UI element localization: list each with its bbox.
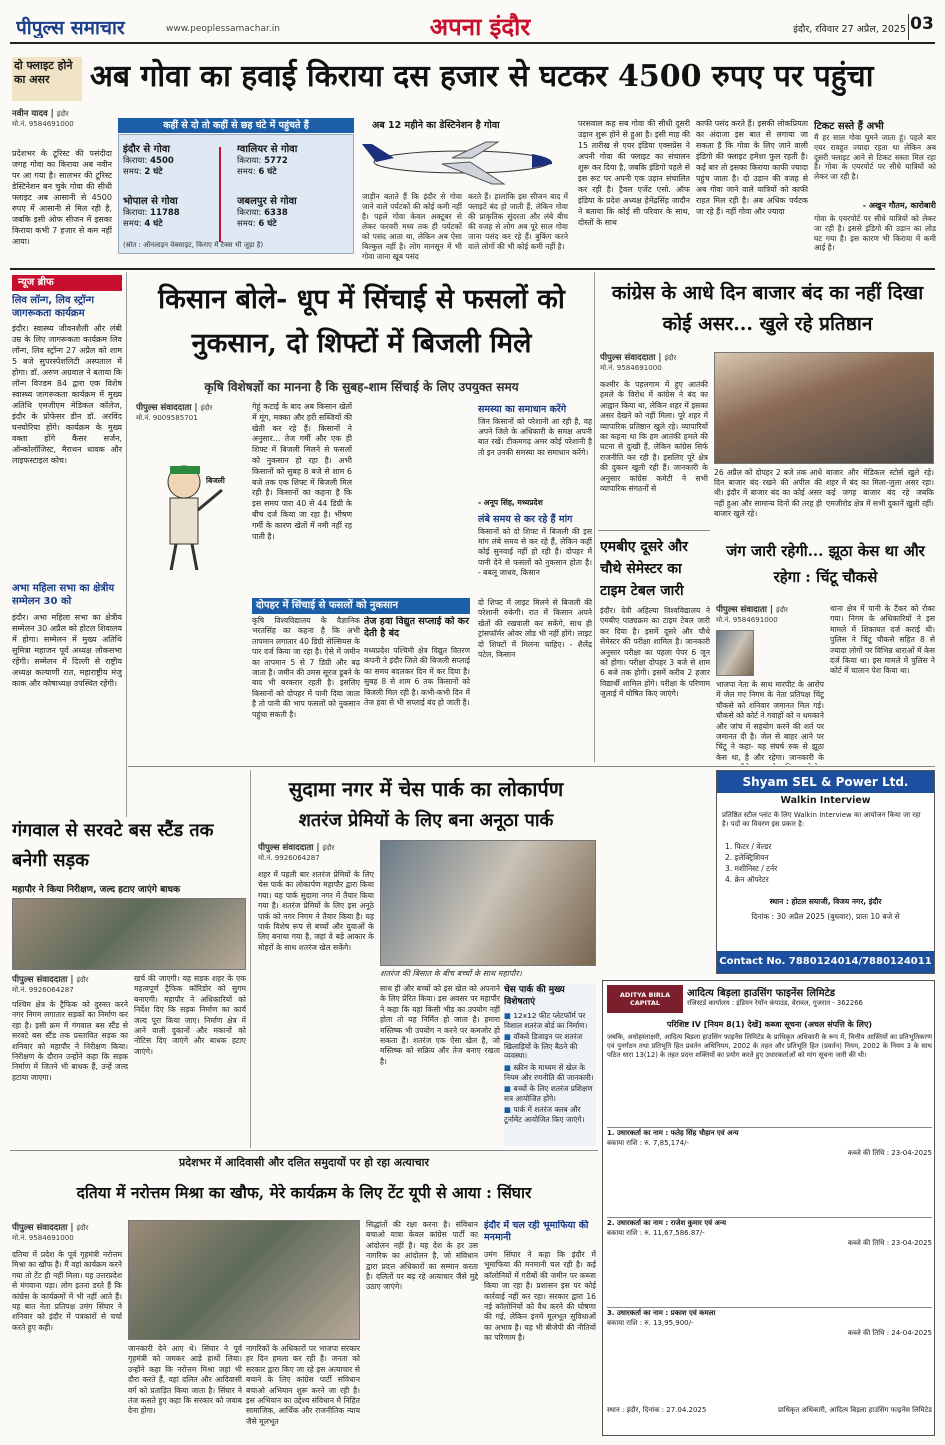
column-rule: [250, 770, 251, 1148]
cartoon-sign: बिजली: [206, 476, 225, 485]
farmers-sidebar-text: जिन किसानों को परेशानी आ रही है, वह अपने जिले के अधिकारी के समक्ष अपनी बात रखें। टीकमगढ़ अमर कोई परेशानी है तो इन उनकी समस्या का समाधान करेंगे।: [478, 417, 592, 457]
sudama-headline[interactable]: सुदामा नगर में चेस पार्क का लोकार्पण: [288, 777, 564, 801]
ad-aditya-sign: प्राधिकृत अधिकारी, आदित्य बिड़ला हाउसिंग फाइनेंस लिमिटेड: [777, 1406, 932, 1414]
ad-shyam-date: दिनांक : 30 अप्रैल 2025 (बुधवार), प्रातः 10 बजे से: [751, 912, 900, 921]
top-story-body-3: करते हैं। हालांकि इस सीजन बाद में फ्लाइटें बंद हो जाती हैं, लेकिन गोवा की प्राकृतिक सुंदरता और लंबे बीच की वजह से लोग अब पूरे साल गोवा जाना पसंद कर रहे हैं। बुकिंग करने वाले लोगों की भी कोई कमी नहीं है।: [468, 192, 568, 251]
reporter-city: इंदौर: [664, 353, 677, 362]
reporter-phone: मो.नं. 9584691000: [716, 615, 778, 624]
top-story-sidebar-quote: - अखुन गौतम, कारोबारी: [862, 201, 936, 210]
reporter-phone: मो.नं. 9926064287: [12, 985, 74, 994]
chess-feature-item: ■ बच्चों के लिए शतरंज प्रशिक्षण सत्र आयोजित होंगे।: [504, 1084, 596, 1103]
chess-park-caption: शतरंज की बिसात के बीच बच्चों के साथ महापौर।: [380, 969, 522, 978]
farmers-sidebar-title: समस्या का समाधान करेंगे: [478, 404, 567, 415]
route-time-label: समय:: [123, 167, 142, 177]
gangwal-body-2: खर्च की जाएगी। यह सड़क शहर के एक महत्वपूर्ण ट्रैफिक कॉरिडोर को सुगम बनाएगी। महापौर ने अधिकारियों को निर्देश दिए कि सड़क निर्माण का कार्य जल्द पूरा किया जाए। निर्माण क्षेत्र में आने वाली दुकानों और मकानों को नोटिस दिए जाएंगे और बाधक हटाए जाएंगे।: [134, 974, 246, 1056]
farmers-sidebar-2-title: लंबे समय से कर रहे हैं मांग: [478, 514, 573, 525]
section-divider: [10, 268, 935, 270]
ad-shyam-item: 1. फिटर / वेल्डर: [725, 842, 772, 851]
top-story-reporter: नवीन यादव | इंदौर मो.नं. 9584691000: [12, 109, 74, 128]
route-time-label: समय:: [123, 219, 142, 229]
ad-aditya-borrower: [607, 1217, 932, 1303]
congress-headline[interactable]: कांग्रेस के आधे दिन बाजार बंद का नहीं दिखा कोई असर... खुले रहे प्रतिष्ठान: [611, 282, 924, 335]
reporter-name: नवीन यादव: [12, 109, 48, 119]
gangwal-reporter: पीपुल्स संवाददाता | इंदौर मो.नं. 9926064287: [12, 975, 89, 994]
page-number: 03: [908, 14, 935, 40]
reporter-name: पीपुल्स संवाददाता: [12, 1223, 68, 1233]
top-story-body-1: प्रदेशभर के टूरिस्ट की पसंदीदा जगह गोवा का किराया अब नवीन पर आ गया है। सालभर की टूरिस्ट डेस्टिनेशन बन चुके गोवा की सीधी फ्लाइट अब आसानी से 4500 रुपए में आसानी से मिल रही है, जबकि इसी ओफ सीजन में इसका किराया कभी 7 हजार से कम नहीं आया।: [12, 149, 112, 246]
sudama-reporter: पीपुल्स संवाददाता | इंदौर मो.नं. 9926064287: [258, 843, 335, 862]
sudama-body: शहर में पहली बार शतरंज प्रेमियों के लिए चेस पार्क का लोकार्पण महापौर द्वारा किया गया। यह पार्क सुदामा नगर में तैयार किया गया है। शतरंज प्रेमियों के लिए इस अनूठे पार्क को नगर निगम ने तैयार किया है। यह पार्क विशेष रूप से बच्चों और युवाओं के लिए बनाया गया है, जहां वे बड़े आकार के मोहरों के साथ शतरंज खेल सकेंगे।: [258, 870, 374, 952]
farmers-body-3: मध्यप्रदेश पश्चिमी क्षेत्र विद्युत वितरण कंपनी ने इंदौर जिले की बिजली सप्लाई का समय बदलकर दिन में कर दिया है। सुबह 8 से शाम 6 तक किसानों को बिजली मिल रही है। कभी-कभी दिन में तेज हवा से भी सप्लाई बंद हो जाती है।: [364, 646, 470, 708]
farmers-sidebar-2-text: किसानों को दो शिफ्ट में बिजली की इस मांग लंबे समय से कर रहे हैं, लेकिन कहीं कोई सुनवाई नहीं हो रही है। दोपहर में पानी देने से फसलों को नुकसान होता है। - बबलू जाधव, किसान: [478, 527, 592, 577]
top-story-body-4: परसवाल कह सब गोवा की सीधी दूसरी उड़ान शुरू होने से हुआ है। इसी माह की 15 तारीख से एयर इंडिया एक्सप्रेस ने अपनी गोवा की फ्लाइट का संचालन शुरू कर दिया है, जबकि इंडिगो पहले से इस रूट पर अपनी एक उड़ान संचालित कर रही है। ट्रैवल एजेंट एसो. ऑफ इंडिया के प्रदेश अध्यक्ष हेमेंद्रसिंह जादौन ने बताया कि कोई सी परिवार के साथ, दोस्तों के साथ: [578, 119, 690, 227]
route-fare-label: किराया:: [123, 156, 148, 166]
ad-shyam-item: 3. मशीनिस्ट / टर्नर: [725, 864, 778, 873]
route-fare-label: किराया:: [123, 208, 148, 218]
news-brief-item-2-text: इंदौर। अभा महिला सभा का क्षेत्रीय सम्मेलन 30 अप्रैल को होटल शिवालय में होगा। सम्मेलन में मुख्य अतिथि सुमित्रा महाजन पूर्व अध्यक्ष लोकसभा रहेंगी। सम्मेलन में दिल्ली से राष्ट्रीय अध्यक्ष कल्याणी रात, महाराष्ट्रीय मंजु काक और कोषाध्यक्ष उपस्थित रहेंगी।: [12, 613, 122, 688]
ad-aditya-title: आदित्य बिड़ला हाउसिंग फाइनेंस लिमिटेड: [687, 988, 835, 999]
market-photo: [714, 352, 934, 464]
route-fare: 6338: [264, 208, 288, 218]
congress-reporter: पीपुल्स संवाददाता | इंदौर मो.नं. 9584691000: [600, 353, 677, 372]
top-story-headline[interactable]: अब गोवा का हवाई किराया दस हजार से घटकर 4500 रुपए पर पहुंचा: [90, 59, 874, 94]
route-time: 6 घंटे: [258, 167, 277, 177]
borrower-name: 2. उधारकर्ता का नाम : राजेश कुमार एवं अन्य: [607, 1219, 726, 1227]
ad-shyam-text: प्रतिष्ठित स्टील प्लांट के लिए Walkin Interview का आयोजन किया जा रहा है। पदों का विवरण इस प्रकार है:: [722, 811, 921, 828]
section-divider: [10, 1150, 598, 1151]
ad-aditya-place-date: स्थान : इंदौर, दिनांक : 27.04.2025: [607, 1406, 707, 1414]
reporter-name: पीपुल्स संवाददाता: [12, 975, 68, 985]
news-brief-item-2-title[interactable]: अभा महिला सभा का क्षेत्रीय सम्मेलन 30 को: [12, 583, 115, 607]
news-brief-item-1-text: इंदौर। स्वास्थ्य जीवनशैली और लंबी उम्र के लिए जागरूकता कार्यक्रम लिव लॉन्ग, लिव स्ट्रॉन्ग 27 अप्रैल को शाम 5 बजे सुपरस्पेशलिटी अस्पताल में होगा। डॉ. अरुण अग्रवाल ने बताया कि लॉन्ग विज्डम 84 द्वारा एक विशेष स्वास्थ्य जागरूकता कार्यक्रम में मुख्य अतिथि एमजीएम मेडिकल कॉलेज, इंदौर के प्रोफेसर डीन डॉ. अरविंद घनघोरिया होंगे। कार्यक्रम के मुख्य वक्ता होंगे कैंसर सर्जन, ऑन्कोलॉजिस्ट, मैराथन धावक और लाइफस्टाइल कोच।: [12, 324, 122, 465]
chess-park-photo: [380, 840, 596, 966]
section-title: अपना इंदौर: [429, 12, 531, 40]
news-brief-label: न्यूज ब्रीफ: [12, 275, 122, 291]
route-table-title: कहीं से दो तो कहीं से छह घंटे में पहुंचते हैं: [118, 118, 354, 133]
reporter-phone: मो.नं. 9584691000: [600, 363, 662, 372]
chess-feature-item: ■ वॉकवे डिजाइन पर शतरंज खिलाड़ियों के लिए बैठने की व्यवस्था।: [504, 1032, 596, 1061]
reporter-phone: मो.नं. 9584691000: [12, 1233, 74, 1242]
ad-aditya-borrower: [607, 1127, 932, 1213]
ad-aditya[interactable]: [602, 980, 935, 1436]
route-map-line: [219, 147, 221, 242]
route-time: 6 घंटे: [258, 219, 277, 229]
chess-features-title: चेस पार्क की मुख्य विशेषताएं: [504, 985, 565, 1007]
route-name: ग्वालियर से गोवा: [237, 144, 298, 155]
chintu-reporter: पीपुल्स संवादाता | इंदौर मो.नं. 9584691000: [716, 605, 788, 624]
top-story-sidebar-text: मैं हर साल गोवा घूमने जाता हूं। पहले बार एयर रावहुत ज्यादा रहता था लेकिन अब दूसरी फ्लाइट आने से टिकट सस्ता मिल रहा है। गोवा के एयरपोर्ट पर सीधे यात्रियों को लेकर जा रही है।: [814, 133, 936, 182]
route-cell: [237, 141, 351, 187]
gangwal-photo: [12, 898, 246, 970]
farmers-subhead: कृषि विशेषज्ञों का मानना है कि सुबह-शाम सिंचाई के लिए उपयुक्त समय: [204, 380, 519, 394]
farmers-sidebar-quote: - अनूप सिंह, मध्यप्रदेश: [478, 498, 543, 507]
route-cell: [123, 141, 219, 187]
chintu-headline[interactable]: जंग जारी रहेगी... झूठा केस था और रहेगा : चिंटू चौकसे: [726, 542, 925, 586]
route-name: भोपाल से गोवा: [123, 196, 178, 207]
column-rule: [126, 272, 127, 817]
route-name: इंदौर से गोवा: [123, 144, 170, 155]
top-story-kicker: दो फ्लाइट होने का असर: [12, 57, 82, 101]
top-story-sidebar-title: टिकट सस्ते हैं अभी: [814, 121, 884, 132]
route-fare: 4500: [150, 156, 174, 166]
gangwal-body: पश्चिम क्षेत्र के ट्रैफिक को दुरुस्त करने नगर निगम लगातार सड़कों का निर्माण कर रहा है। इसी क्रम में गंगवाल बस स्टैंड से सरवटे बस स्टैंड तक प्रस्तावित सड़क का शनिवार को महापौर ने निरीक्षण किया। निरीक्षण के दौरान उन्होंने कहा कि सड़क निर्माण में जितने भी बाधक हैं, उन्हें जल्द हटाया जाएगा।: [12, 1000, 128, 1082]
section-divider: [128, 766, 935, 767]
route-cell: [123, 193, 219, 239]
chess-features-box: [504, 984, 596, 1146]
chintu-photo: [716, 630, 754, 676]
farmers-body-4: दो शिफ्ट में लाइट मिलने से बिजली की परेशानी रुकेगी। रात में किसान अपने खेतों की रखवाली कर सकेंगे, साथ ही ट्रांसफॉर्मर ओवर लोड भी नहीं होंगे। लाइट दो शिफ्टों में मिलना चाहिए। - शैलेंद्र पटेल, किसान: [478, 598, 592, 660]
farmers-headline[interactable]: किसान बोले- धूप में सिंचाई से फसलों को नुकसान, दो शिफ्टों में बिजली मिले: [158, 284, 565, 359]
datia-body: दतिया में प्रदेश के पूर्व गृहमंत्री नरोत्तम मिश्रा का खौफ है। मैं वहां कार्यक्रम करने गया तो टेंट ही नहीं मिला। यह उत्तरप्रदेश से मंगवाना पड़ा। लोग इतना डरते हैं कि कांग्रेस के कार्यक्रमों में भी नहीं आते हैं। यह बात नेता प्रतिपक्ष उमंग सिंघार ने शनिवार को इंदौर में पत्रकारों से चर्चा करते हुए कही।: [12, 1250, 122, 1332]
ad-shyam-contact[interactable]: Contact No. 7880124014/7880124011: [717, 951, 934, 973]
datia-headline[interactable]: दतिया में नरोत्तम मिश्रा का खौफ, मेरे कार्यक्रम के लिए टेंट यूपी से आया : सिंघार: [76, 1183, 532, 1202]
chess-feature-item: ■ स्क्रीन के माध्यम से खेल के नियम और रणनीति की जानकारी।: [504, 1063, 596, 1082]
farmers-sub-headline-2: तेज हवा विद्युत सप्लाई को कर देती है बंद: [364, 616, 469, 639]
cartoon-illustration: [136, 430, 246, 570]
reporter-phone: मो.नं. 9009585701: [136, 413, 198, 422]
dateline: इंदौर, रविवार 27 अप्रैल, 2025: [793, 24, 906, 35]
borrower-date: कब्जे की तिथि : 23-04-2025: [847, 1149, 932, 1157]
ad-shyam-item: 2. इलेक्ट्रिशियन: [725, 853, 769, 862]
ad-shyam-subtitle: Walkin Interview: [780, 795, 871, 806]
masthead: [10, 8, 935, 44]
route-fare-label: किराया:: [237, 208, 262, 218]
column-rule: [594, 272, 595, 762]
plane-illustration: [362, 132, 562, 188]
ad-aditya-logo: ADITYA BIRLA CAPITAL: [607, 985, 683, 1013]
mba-body: इंदौर। देवी अहिल्या विश्वविद्यालय ने एमबीए पाठ्यक्रम का टाइम टेबल जारी कर दिया है। इसमें दूसरे और चौथे सेमेस्टर की परीक्षा शामिल है। जानकारी अनुसार परीक्षा का पहला पेपर 6 जून को होगा। परीक्षा दोपहर 3 बजे से शाम 6 बजे तक होगी। इसमें करीब 2 हजार विद्यार्थी शामिल होंगे। परीक्षा के परिणाम जुलाई में घोषित किए जाएंगे।: [600, 606, 710, 699]
route-fare-label: किराया:: [237, 156, 262, 166]
ad-shyam-items: [725, 841, 929, 893]
reporter-phone: मो.नं. 9584691000: [12, 119, 74, 128]
ad-aditya-notice-text: जबकि, अधोहस्ताक्षरी, आदित्य बिड़ला हाउसिंग फाइनेंस लिमिटेड के प्राधिकृत अधिकारी के रूप में, वित्तीय आस्तियों का प्रतिभूतिकरण एवं पुनर्गठन तथा प्रतिभूति हित प्रवर्तन अधिनियम, 2002 के तहत और प्रतिभूति हित (प्रवर्तन) नियम, 2002 के नियम 3 के साथ पठित धारा 13(12) के तहत प्रदत्त शक्तियों का प्रयोग करते हुए उधारकर्ताओं को मांग सूचना जारी की थी।: [607, 1033, 932, 1059]
reporter-name: पीपुल्स संवादाता: [716, 605, 767, 615]
website-url[interactable]: www.peoplessamachar.in: [166, 24, 280, 34]
reporter-name: पीपुल्स संवाददाता: [136, 403, 192, 413]
gangwal-subhead: महापौर ने किया निरीक्षण, जल्द हटाए जाएंगे बाधक: [12, 885, 180, 895]
reporter-name: पीपुल्स संवाददाता: [600, 353, 656, 363]
reporter-city: इंदौर: [322, 843, 335, 852]
reporter-city: इंदौर: [56, 109, 69, 118]
farmers-reporter: पीपुल्स संवाददाता | इंदौर मो.नं. 9009585701: [136, 403, 213, 422]
datia-side-text: उमंग सिंघार ने कहा कि इंदौर में भूमाफिया की मनमानी चल रही है। कई कॉलोनियों में गरीबों की जमीन पर कब्जा किया जा रहा है। प्रशासन इस पर कोई कार्रवाई नहीं कर रहा। सरकार द्वारा 16 नई कॉलोनियों को वैध करने की घोषणा की गई, लेकिन इनमें मूलभूत सुविधाओं का अभाव है। यह भी बीजेपी की नीतियों का परिणाम है।: [484, 1250, 596, 1343]
airplane-icon: [362, 132, 562, 188]
route-time: 2 घंटे: [144, 167, 163, 177]
borrower-name: 3. उधारकर्ता का नाम : प्रकाश एवं कमला: [607, 1309, 716, 1317]
section-divider: [598, 530, 710, 531]
datia-body-4: सिद्धांतों की रक्षा करना है। संविधान बचाओ यात्रा केवल कांग्रेस पार्टी का आंदोलन नहीं है। यह देश के हर उस नागरिक का आंदोलन है, जो संविधान द्वारा प्रदत्त अधिकारों का सम्मान करता है। दलितों पर बढ़ रहे अत्याचार जैसे मुद्दे उठाए जाएंगे।: [366, 1220, 478, 1292]
news-brief-item-1-title[interactable]: लिव लॉन्ग, लिव स्ट्रॉन्ग जागरूकता कार्यक्रम: [12, 295, 95, 319]
top-story-body-2: जाड़ीन बताते हैं कि इंदौर से गोवा जाने वाले पर्यटकों की कोई कमी नहीं है। पहले गोवा केवल अक्टूबर से लेकर फरवरी मध्य तक ही पर्यटकों को पसंद आता था, लेकिन अब ऐसा बिल्कुल नहीं है। लोग मानसून में भी गोवा जाना खूब पसंद: [362, 192, 462, 261]
datia-kicker: प्रदेशभर में आदिवासी और दलित समुदायों पर हो रहा अत्याचार: [179, 1156, 429, 1169]
chess-feature-item: ■ 12x12 फीट प्लेटफॉर्म पर विशाल शतरंज बोर्ड का निर्माण।: [504, 1011, 596, 1030]
sudama-body-2: साथ ही और बच्चों को इस खेल को अपनाने के लिए प्रेरित किया। इस अवसर पर महापौर ने कहा कि यहां किसी भीड़ का उपयोग नहीं होता तो यह निर्मित हो जाता है। हमारा मस्तिष्क भी उपयोग न करने पर कमजोर हो सकता है। शतरंज एक ऐसा खेल है, जो मस्तिष्क को सक्रिय और तेज बनाए रखता है।: [380, 984, 500, 1066]
cartoon: [136, 430, 246, 570]
ad-shyam[interactable]: [716, 770, 935, 974]
ad-shyam-title: Shyam SEL & Power Ltd.: [717, 771, 934, 793]
reporter-name: पीपुल्स संवाददाता: [258, 843, 314, 853]
farmers-body-2: कृषि विश्वविद्यालय के वैज्ञानिक भरतसिंह का कहना है कि अभी तापमान लगातार 40 डिग्री सेल्सियस के पार दर्ज किया जा रहा है। ऐसे में जमीन का तापमान 5 से 7 डिग्री और बढ़ जाता है। जमीन की उमस सूरज डूबने के बाद भी बरकरार रहती है। इसलिए किसानों को दोपहर में पानी दिया जाता है तो पानी की भाप फसलों को नुकसान पहुंचा सकती है।: [252, 616, 360, 719]
borrower-amount: बकाया राशि : रु. 7,85,174/-: [607, 1139, 690, 1147]
route-fare: 5772: [264, 156, 288, 166]
chintu-body: भाजपा नेता के साथ मारपीट के आरोप में जेल गए निगम के नेता प्रतिपक्ष चिंटू चौकसे को शनिवार जमानत मिल गई। चौकसे को कोर्ट ने गवाहों को न धमकाने और जांच में सहयोग करने की शर्त पर जमानत दी है। जेल से बाहर आने पर चिंटू ने कहा- यह संघर्ष रुक से झूठा केस था, है और रहेगा। जानकारी के: [716, 680, 824, 762]
farmers-sub-headline: दोपहर में सिंचाई से फसलों को नुकसान: [252, 598, 470, 614]
route-table: [118, 134, 354, 254]
farmers-body-1: गेहूं कटाई के बाद अब किसान खेतों में मूंग, मक्का और हरी सब्जियों की खेती कर रहे हैं। किसानों ने अनुसार... तेज गर्मी और एक ही शिफ्ट में बिजली मिलने से फसलों को नुकसान हो रहा है। अभी किसानों को सुबह 8 बजे से शाम 6 बजे तक एक शिफ्ट में बिजली मिल रही है। किसानों का कहना है कि इस समय पारा 40 से 44 डिग्री के बीच दर्ज किया जा रहा है। भीषण गर्मी के कारण खेतों में नमी नहीं रह पाती है।: [252, 402, 352, 541]
datia-reporter: पीपुल्स संवाददाता | इंदौर मो.नं. 9584691000: [12, 1223, 89, 1242]
borrower-date: कब्जे की तिथि : 23-04-2025: [847, 1239, 932, 1247]
top-story-body-5: काफी पसंद करते हैं। इसकी लोकप्रियता का अंदाजा इस बात से लगाया जा सकता है कि गोवा के लिए जाने वाली इंडिगो की फ्लाइट हमेशा फुल रहती है। कई बार तो इसका किराया काफी ज्यादा पहुंच जाता है। दो उड़ान की वजह से अब गोवा जाने वाले यात्रियों को काफी राहत मिल रही है। अब अधिक पर्यटक जा रहे हैं। नहीं गोवा और ज्यादा: [696, 119, 808, 216]
reporter-city: इंदौर: [76, 1223, 89, 1232]
top-story-sidebar-text-2: गोवा के एयरपोर्ट पर सीधे यात्रियों को लेकर जा रही है। इससे इंडिगो की उड़ान का लोड घट गया है। इस कारण भी किराया में कमी आई है।: [814, 214, 936, 253]
borrower-amount: बकाया राशि : रु. 11,67,586.87/-: [607, 1229, 705, 1237]
borrower-date: कब्जे की तिथि : 24-04-2025: [847, 1329, 932, 1337]
ad-aditya-notice-title: परिशिष्ट IV [नियम 8(1) देखें] कब्जा सूचना (अचल संपत्ति के लिए): [666, 1020, 873, 1029]
press-conference-photo: [128, 1220, 360, 1340]
logo[interactable]: पीपुल्स समाचार: [16, 17, 125, 38]
datia-side-title: इंदौर में चल रही भूमाफिया की मनमानी: [484, 1220, 589, 1243]
route-table-source: (स्रोत : ऑनलाइन वेबसाइट, किराए में टैक्स भी जुड़ा है): [123, 241, 264, 249]
ad-aditya-borrower: [607, 1307, 932, 1393]
congress-body-2: बाजार और मेडिकल स्टोर्स खुले रहे। शहर में बंद का मिला-जुला असर रहा। कई जगह बाजार बंद रहे जबकि एमजीरोड क्षेत्र में सभी दुकानें खुली रहीं।: [826, 468, 934, 508]
route-time-label: समय:: [237, 219, 256, 229]
gangwal-headline[interactable]: गंगवाल से सरवटे बस स्टैंड तक बनेगी सड़क: [12, 820, 214, 871]
reporter-city: इंदौर: [76, 975, 89, 984]
ad-shyam-venue: स्थान : होटल सयाजी, विजय नगर, इंदौर: [769, 897, 882, 906]
ad-shyam-item: 4. क्रेन ऑपरेटर: [725, 875, 769, 884]
borrower-amount: बकाया राशि : रु. 13,95,900/-: [607, 1319, 694, 1327]
route-name: जबलपुर से गोवा: [237, 196, 297, 207]
mba-headline[interactable]: एमबीए दूसरे और चौथे सेमेस्टर का टाइम टेबल जारी: [600, 539, 688, 599]
route-fare: 11788: [150, 208, 180, 218]
sudama-headline-2[interactable]: शतरंज प्रेमियों के लिए बना अनूठा पार्क: [298, 810, 554, 831]
route-time-label: समय:: [237, 167, 256, 177]
borrower-name: 1. उधारकर्ता का नाम : फतेह सिंह चौहान एवं अन्य: [607, 1129, 739, 1137]
chintu-body-2: थाना क्षेत्र में पानी के टैंकर को रोका गया। निगम के अधिकारियों ने इस मामले में शिकायत दर्ज कराई थी। पुलिस ने चिंटू चौकसे सहित 8 से ज्यादा लोगों पर विभिन्न धाराओं में केस दर्ज किया था। इस मामले में पुलिस ने कोर्ट में चालान पेश किया था।: [830, 604, 935, 676]
reporter-phone: मो.नं. 9926064287: [258, 853, 320, 862]
datia-body-3: नागरिकों के अधिकारों पर भाजपा सरकार हर दिन हमला कर रही है। जनता को सरकार द्वारा किए जा रहे इस अत्याचार से बचाने के लिए कांग्रेस पार्टी संविधान बचाओ अभियान शुरू करने जा रही है। इस अभियान का उद्देश्य संविधान में निहित सामाजिक, आर्थिक और राजनीतिक न्याय जैसे मूलभूत: [246, 1344, 360, 1426]
plane-caption: अब 12 महीने का डेस्टिनेशन है गोवा: [372, 120, 500, 131]
ad-aditya-address: रजिस्टर्ड कार्यालय : इंडियन रेयॉन कंपाउंड, वेरावल, गुजरात - 362266: [687, 999, 863, 1007]
congress-body: कश्मीर के पहलगाम में हुए आतंकी हमले के विरोध में कांग्रेस ने बंद का आह्वान किया था, लेकिन शहर में इसका असर देखने को नहीं मिला। पूरे शहर में व्यापारिक प्रतिष्ठान खुले रहे। व्यापारियों का कहना था कि हम आतंकी हमले की घटना से दुःखी हैं, लेकिन कांग्रेस सिर्फ राजनीति कर रही है। इसलिए पूरे क्षेत्र की दुकान खुली रही हैं। जानकारी के अनुसार कांग्रेस कमेटी ने सभी व्यापारिक संगठनों से: [600, 380, 708, 494]
reporter-city: इंदौर: [200, 403, 213, 412]
route-time: 4 घंटे: [144, 219, 163, 229]
route-cell: [237, 193, 351, 239]
datia-body-2: जानकारी देने आए थे। सिंघार ने पूर्व गृहमंत्री को जमकर आड़े हाथों लिया। उन्होंने कहा कि नरोत्तम मिश्रा जहां भी दौरा करते हैं, वहां दलित और आदिवासी वर्ग को प्रताड़ित किया जाता है। सिंघार ने तंज कसते हुए कहा कि सरकार को जवाब देना होगा।: [128, 1344, 242, 1416]
congress-caption: 26 अप्रैल को दोपहर 2 बजे तक आधे दिन बाजार बंद रखने की अपील की थी। इंदौर में बाजार बंद का कोई असर नहीं हुआ और सामान्य दिनों की तरह ही बाजार खुले रहे।: [714, 468, 822, 518]
reporter-city: इंदौर: [775, 605, 788, 614]
chess-feature-item: ■ पार्क में शतरंज क्लब और टूर्नामेंट आयोजित किए जाएंगे।: [504, 1105, 596, 1124]
